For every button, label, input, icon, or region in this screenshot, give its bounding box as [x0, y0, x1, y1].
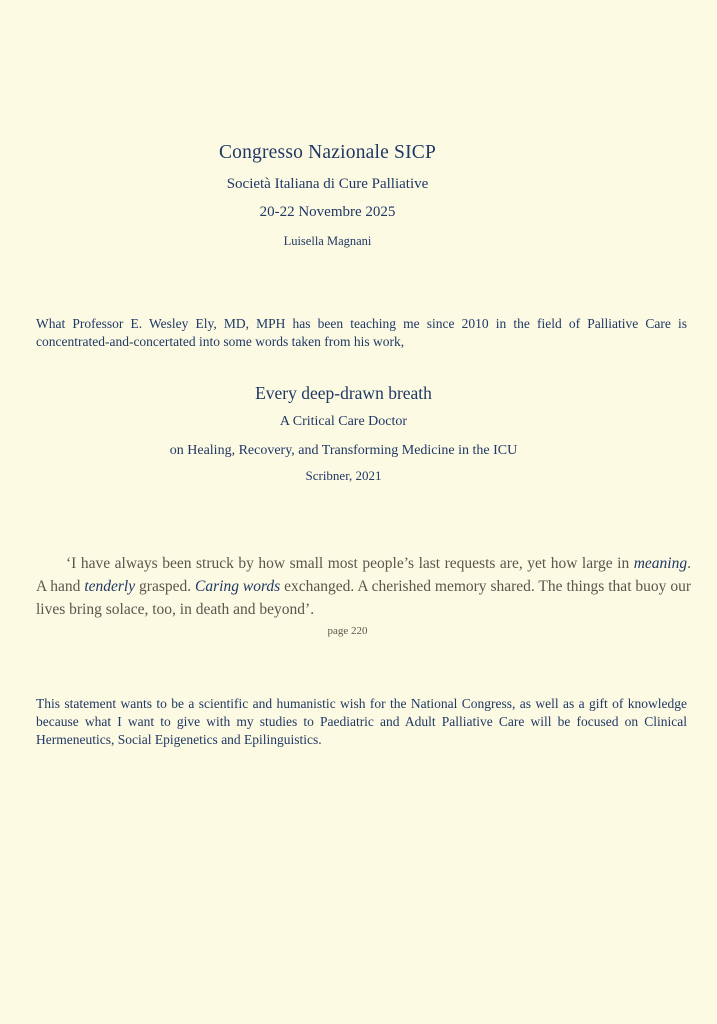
- statement-paragraph: This statement wants to be a scientific and humanistic wish for the National Congress, as well as a gift of knowledge because what I want to give with my studies to Paediatric and Adult Palliative Care will be focused on Clinical Hermeneutics, Social Epigenetics and Epilinguistics.: [36, 696, 687, 747]
- congress-date: 20-22 Novembre 2025: [259, 204, 396, 220]
- book-subtitle: A Critical Care Doctor: [279, 414, 408, 429]
- congress-title: Congresso Nazionale SICP: [218, 142, 437, 163]
- document-header: [0, 0, 717, 248]
- book-title: Every deep-drawn breath: [255, 383, 432, 403]
- quote-emphasis-meaning: meaning: [633, 555, 688, 572]
- book-reference-block: [0, 383, 717, 484]
- intro-paragraph: What Professor E. Wesley Ely, MD, MPH has been teaching me since 2010 in the field of Palliative Care is concentrated-and-concertated into some words taken from his work,: [36, 316, 687, 349]
- quote-segment-2: . A hand: [36, 555, 691, 595]
- book-publisher: Scribner, 2021: [305, 468, 382, 483]
- quote-emphasis-tenderly: tenderly: [84, 578, 136, 595]
- book-tagline: on Healing, Recovery, and Transforming Medicine in the ICU: [169, 443, 518, 458]
- quote-segment-1: ‘I have always been struck by how small most people’s last requests are, yet how large in: [66, 555, 634, 572]
- quote-segment-3: grasped.: [135, 578, 196, 595]
- society-name: Società Italiana di Cure Palliative: [226, 176, 429, 192]
- page-reference: page 220: [327, 625, 368, 637]
- author-name: Luisella Magnani: [283, 234, 372, 248]
- quote-segment-4: exchanged. A cherished memory shared. The things that buoy our lives bring solace, too, in death and beyond’.: [36, 578, 691, 618]
- book-quotation: [36, 552, 691, 621]
- quote-emphasis-caring-words: Caring words: [195, 578, 281, 595]
